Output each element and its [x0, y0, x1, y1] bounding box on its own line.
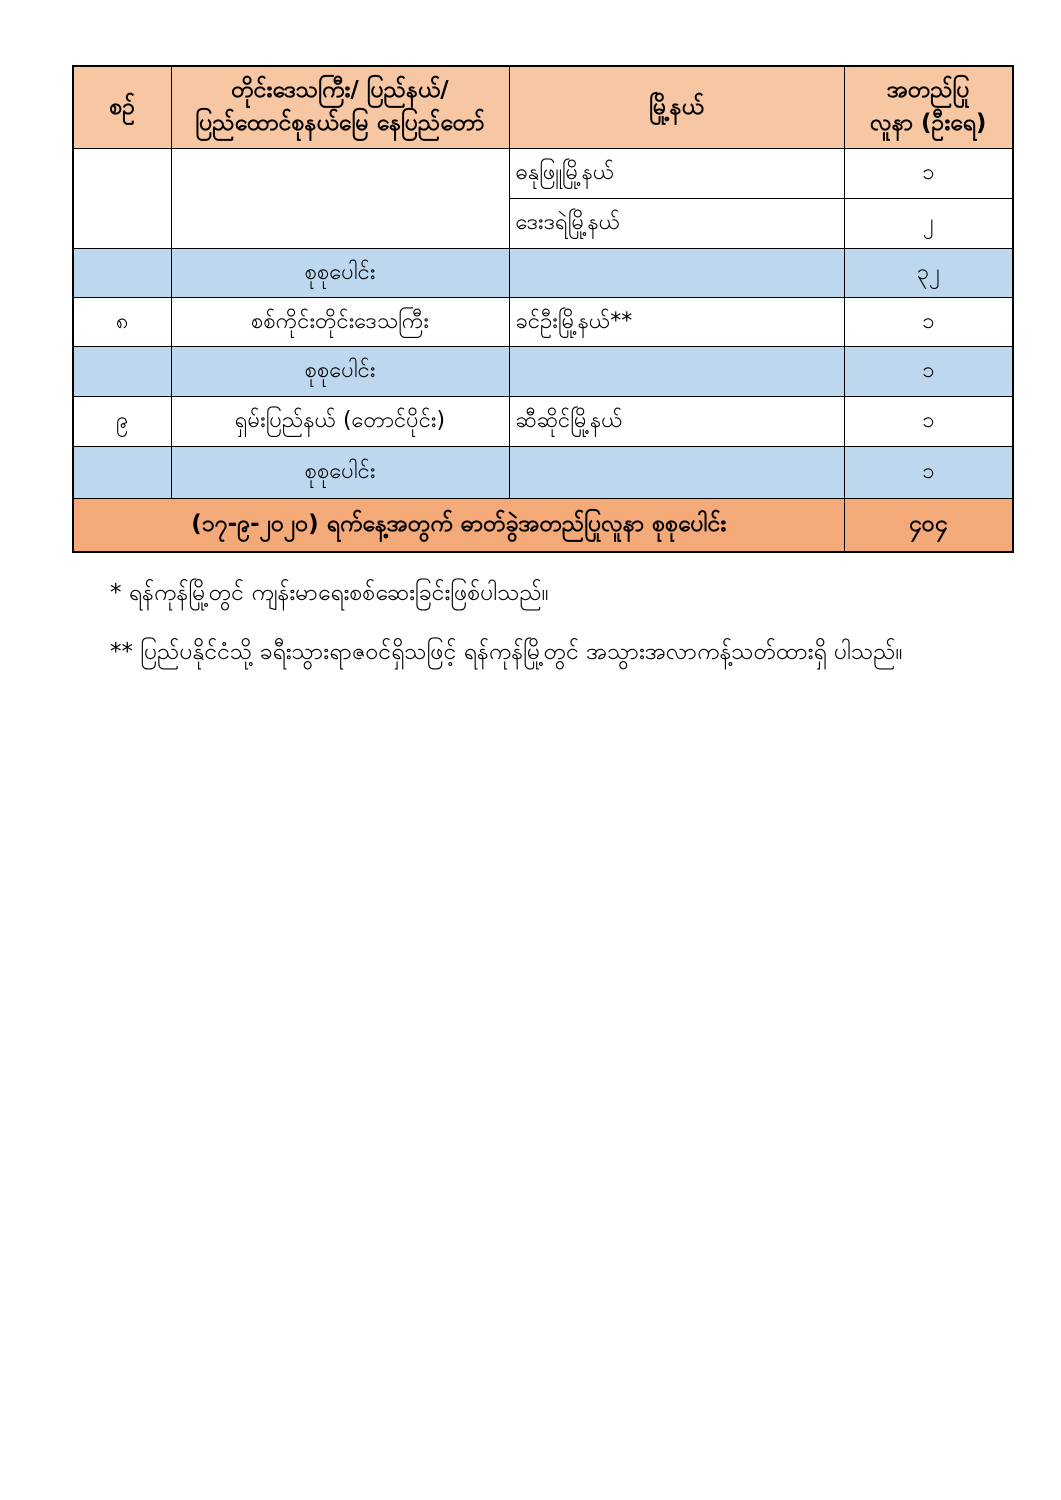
- footnote-1: * ရန်ကုန်မြို့တွင် ကျန်းမာရေးစစ်ဆေးခြင်းဖြစ်ပါသည်။: [110, 580, 549, 606]
- subtotal-value: ၃၂: [844, 248, 1013, 297]
- cell-no-empty: [73, 346, 171, 396]
- header-confirmed-line2: လူနာ (ဦးရေ): [870, 110, 987, 137]
- footnote-2: ** ပြည်ပနိုင်ငံသို့ ခရီးသွားရာဇဝင်ရှိသဖြင့် ရန်ကုန်မြို့တွင် အသွားအလာကန့်သတ်ထားရှိ ပါသည်။: [110, 638, 903, 665]
- subtotal-value: ၁: [844, 346, 1013, 396]
- subtotal-row-3: [73, 446, 1013, 498]
- subtotal-label: စုစုပေါင်း: [171, 346, 509, 396]
- cell-township: ဆီဆိုင်မြို့နယ်: [509, 396, 844, 446]
- cell-township: ခင်ဦးမြို့နယ်**: [509, 297, 844, 346]
- cell-no-empty: [73, 446, 171, 498]
- cell-no-empty: [73, 248, 171, 297]
- header-region-line1: တိုင်းဒေသကြီး/ ပြည်နယ်/: [231, 76, 449, 103]
- cell-no-empty: [73, 148, 171, 248]
- table-header-row: [73, 66, 1013, 148]
- cell-confirmed: ၂: [844, 198, 1013, 248]
- header-confirmed-line1: အတည်ပြု: [886, 76, 970, 103]
- subtotal-row-2: [73, 346, 1013, 396]
- cell-region-empty: [171, 148, 509, 248]
- header-township: မြို့နယ်: [509, 66, 844, 148]
- cell-township: ဓနုဖြူမြို့နယ်: [509, 148, 844, 198]
- footnotes: [110, 576, 1020, 693]
- cell-region: ရှမ်းပြည်နယ် (တောင်ပိုင်း): [171, 396, 509, 446]
- cell-confirmed: ၁: [844, 297, 1013, 346]
- subtotal-label: စုစုပေါင်း: [171, 248, 509, 297]
- subtotal-label: စုစုပေါင်း: [171, 446, 509, 498]
- table-row-region-9: [73, 396, 1013, 446]
- subtotal-row-1: [73, 248, 1013, 297]
- grand-total-row: [73, 498, 1013, 552]
- cell-township: ဒေးဒရဲမြို့နယ်: [509, 198, 844, 248]
- table-row-township-1: [73, 148, 1013, 198]
- header-confirmed: [844, 66, 1013, 148]
- grand-total-value: ၄၀၄: [844, 498, 1013, 552]
- cell-no: ၉: [73, 396, 171, 446]
- subtotal-value: ၁: [844, 446, 1013, 498]
- header-region-line2: ပြည်ထောင်စုနယ်မြေ နေပြည်တော်: [195, 110, 485, 137]
- table-row-region-8: [73, 297, 1013, 346]
- cell-confirmed: ၁: [844, 148, 1013, 198]
- grand-total-label: (၁၇-၉-၂၀၂၀) ရက်နေ့အတွက် ဓာတ်ခွဲအတည်ပြုလူနာ စုစုပေါင်း: [73, 498, 844, 552]
- cell-township-empty: [509, 248, 844, 297]
- cell-no: ၈: [73, 297, 171, 346]
- header-region: [171, 66, 509, 148]
- header-no: စဉ်: [73, 66, 171, 148]
- cell-township-empty: [509, 346, 844, 396]
- cell-confirmed: ၁: [844, 396, 1013, 446]
- cell-region: စစ်ကိုင်းတိုင်းဒေသကြီး: [171, 297, 509, 346]
- cell-township-empty: [509, 446, 844, 498]
- covid-case-table: [72, 65, 1014, 553]
